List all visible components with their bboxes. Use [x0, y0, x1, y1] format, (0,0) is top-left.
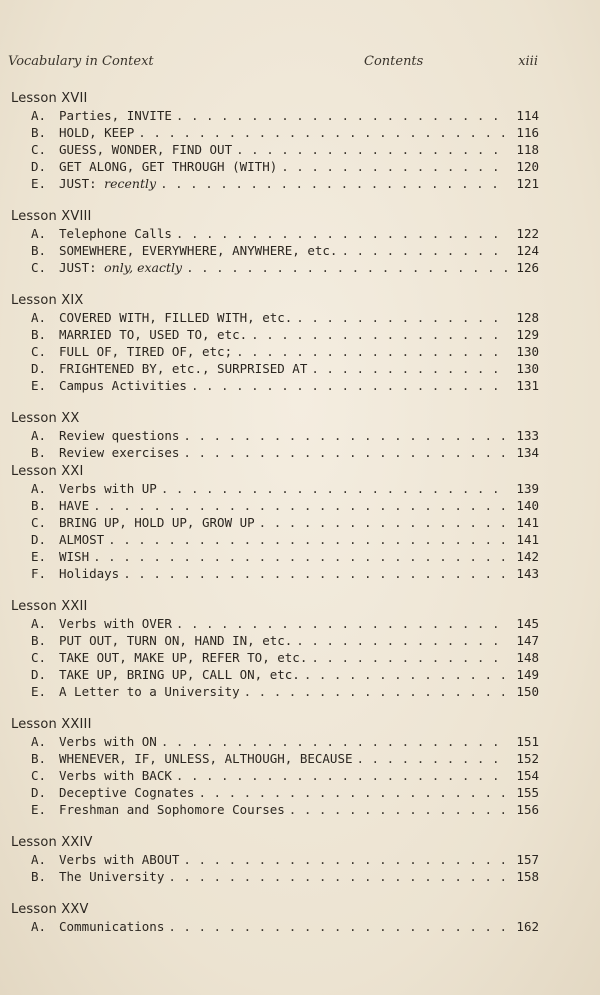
- entry-letter: B.: [31, 327, 47, 342]
- entry-text-italic: recently: [104, 176, 157, 191]
- entry-page-number: 143: [516, 566, 539, 581]
- toc-entry: [11, 444, 539, 461]
- entry-letter: B.: [31, 243, 47, 258]
- entry-text: [57, 918, 164, 935]
- entry-text: [57, 427, 179, 444]
- entry-letter: E.: [31, 684, 47, 699]
- dot-leader: [176, 767, 507, 784]
- dot-leader: [176, 225, 507, 242]
- toc-entry: [11, 615, 539, 632]
- lesson-title: Lesson XVIII: [11, 209, 92, 224]
- toc-entry: [11, 767, 539, 784]
- toc-entry: [11, 733, 539, 750]
- dot-leader: [176, 107, 507, 124]
- entry-letter: D.: [31, 361, 47, 376]
- toc-entry: [11, 514, 539, 531]
- entry-text-main: Review questions: [59, 428, 180, 443]
- entry-text-main: Verbs with ABOUT: [59, 852, 180, 867]
- entry-letter: A.: [31, 734, 47, 749]
- toc-entry: [11, 666, 539, 683]
- entry-text: [57, 868, 164, 885]
- dot-leader: [161, 480, 507, 497]
- entry-letter: A.: [31, 616, 47, 631]
- entry-text: [57, 615, 172, 632]
- entry-letter: D.: [31, 532, 47, 547]
- entry-text-main: COVERED WITH, FILLED WITH, etc.: [59, 310, 293, 325]
- entry-text-italic: only, exactly: [104, 260, 183, 275]
- entry-text-main: MARRIED TO, USED TO, etc.: [59, 327, 248, 342]
- lesson-title: Lesson XIX: [11, 293, 84, 308]
- entry-page-number: 131: [516, 378, 539, 393]
- entry-page-number: 155: [516, 785, 539, 800]
- entry-letter: E.: [31, 802, 47, 817]
- dot-leader: [138, 124, 507, 141]
- entry-text-main: Holidays: [59, 566, 120, 581]
- entry-text: [57, 124, 134, 141]
- entry-letter: D.: [31, 667, 47, 682]
- dot-leader: [296, 309, 507, 326]
- entry-letter: A.: [31, 919, 47, 934]
- entry-text-main: Campus Activities: [59, 378, 187, 393]
- entry-letter: C.: [31, 142, 47, 157]
- entry-text: [57, 565, 119, 582]
- entry-letter: B.: [31, 869, 47, 884]
- entry-text: [57, 242, 337, 259]
- lesson-title: Lesson XXIII: [11, 717, 92, 732]
- entry-text: [57, 225, 172, 242]
- entry-text: [57, 750, 353, 767]
- dot-leader: [108, 531, 507, 548]
- entry-text: [57, 480, 157, 497]
- dot-leader: [160, 175, 507, 192]
- toc-entry: [11, 427, 539, 444]
- lesson-section: [11, 834, 539, 885]
- dot-leader: [311, 649, 507, 666]
- entry-text: [57, 107, 172, 124]
- dot-leader: [259, 514, 507, 531]
- dot-leader: [289, 801, 507, 818]
- dot-leader: [123, 565, 507, 582]
- entry-page-number: 140: [516, 498, 539, 513]
- toc-entry: [11, 531, 539, 548]
- entry-text-main: PUT OUT, TURN ON, HAND IN, etc.: [59, 633, 293, 648]
- entry-letter: C.: [31, 515, 47, 530]
- entry-page-number: 158: [516, 869, 539, 884]
- entry-page-number: 128: [516, 310, 539, 325]
- entry-text-main: GUESS, WONDER, FIND OUT: [59, 142, 233, 157]
- entry-text-main: Telephone Calls: [59, 226, 172, 241]
- entry-page-number: 141: [516, 532, 539, 547]
- entry-text: [57, 309, 292, 326]
- entry-text: [57, 548, 89, 565]
- lesson-section: [11, 716, 539, 818]
- entry-page-number: 151: [516, 734, 539, 749]
- entry-letter: A.: [31, 481, 47, 496]
- toc-entry: [11, 259, 539, 276]
- toc-entry: [11, 343, 539, 360]
- dot-leader: [251, 326, 507, 343]
- entry-text: [57, 175, 156, 192]
- entry-page-number: 130: [516, 344, 539, 359]
- lesson-title: Lesson XXI: [11, 464, 84, 479]
- entry-page-number: 139: [516, 481, 539, 496]
- entry-text-main: The University: [59, 869, 165, 884]
- toc-entry: [11, 801, 539, 818]
- entry-page-number: 149: [516, 667, 539, 682]
- toc-entry: [11, 480, 539, 497]
- toc-entry: [11, 242, 539, 259]
- entry-page-number: 148: [516, 650, 539, 665]
- lesson-title: Lesson XX: [11, 411, 80, 426]
- toc-entry: [11, 360, 539, 377]
- entry-text: [57, 343, 232, 360]
- dot-leader: [183, 444, 507, 461]
- entry-page-number: 142: [516, 549, 539, 564]
- dot-leader: [198, 784, 507, 801]
- toc-entry: [11, 548, 539, 565]
- toc-entry: [11, 784, 539, 801]
- toc-entry: [11, 124, 539, 141]
- dot-leader: [341, 242, 507, 259]
- entry-letter: C.: [31, 260, 47, 275]
- lesson-title: Lesson XVII: [11, 91, 88, 106]
- dot-leader: [186, 259, 507, 276]
- entry-page-number: 130: [516, 361, 539, 376]
- entry-page-number: 133: [516, 428, 539, 443]
- entry-letter: B.: [31, 445, 47, 460]
- entry-text-main: TAKE UP, BRING UP, CALL ON, etc.: [59, 667, 300, 682]
- entry-letter: D.: [31, 159, 47, 174]
- lesson-title: Lesson XXV: [11, 902, 89, 917]
- entry-page-number: 129: [516, 327, 539, 342]
- dot-leader: [236, 343, 507, 360]
- entry-page-number: 114: [516, 108, 539, 123]
- entry-text: [57, 666, 300, 683]
- entry-text: [57, 326, 247, 343]
- entry-text: [57, 377, 187, 394]
- dot-leader: [168, 868, 507, 885]
- entry-text: [57, 259, 182, 276]
- entry-text: [57, 632, 292, 649]
- toc-entry: [11, 750, 539, 767]
- entry-letter: A.: [31, 310, 47, 325]
- dot-leader: [311, 360, 507, 377]
- dot-leader: [168, 918, 507, 935]
- entry-text-main: HAVE: [59, 498, 90, 513]
- entry-page-number: 120: [516, 159, 539, 174]
- entry-text: [57, 801, 285, 818]
- entry-letter: A.: [31, 226, 47, 241]
- dot-leader: [93, 497, 507, 514]
- toc-entry: [11, 107, 539, 124]
- entry-text-main: BRING UP, HOLD UP, GROW UP: [59, 515, 255, 530]
- lesson-section: [11, 901, 539, 935]
- entry-text: [57, 683, 240, 700]
- entry-letter: C.: [31, 768, 47, 783]
- entry-text: [57, 733, 157, 750]
- dot-leader: [183, 851, 507, 868]
- book-title: Vocabulary in Context: [8, 54, 154, 69]
- toc-entry: [11, 565, 539, 582]
- entry-page-number: 162: [516, 919, 539, 934]
- entry-letter: B.: [31, 498, 47, 513]
- entry-letter: E.: [31, 378, 47, 393]
- entry-text: [57, 851, 179, 868]
- entry-text-main: ALMOST: [59, 532, 105, 547]
- entry-text-main: Communications: [59, 919, 165, 934]
- entry-text-main: Review exercises: [59, 445, 180, 460]
- table-of-contents: [11, 90, 539, 951]
- lesson-section: [11, 208, 539, 276]
- dot-leader: [93, 548, 507, 565]
- entry-page-number: 147: [516, 633, 539, 648]
- dot-leader: [296, 632, 507, 649]
- entry-letter: E.: [31, 549, 47, 564]
- entry-letter: B.: [31, 751, 47, 766]
- section-title: Contents: [364, 54, 424, 69]
- entry-text-main: WHENEVER, IF, UNLESS, ALTHOUGH, BECAUSE: [59, 751, 353, 766]
- toc-entry: [11, 918, 539, 935]
- entry-text: [57, 360, 307, 377]
- entry-page-number: 157: [516, 852, 539, 867]
- entry-letter: D.: [31, 785, 47, 800]
- entry-text-main: JUST:: [59, 260, 105, 275]
- lesson-section: [11, 463, 539, 582]
- entry-text-main: A Letter to a University: [59, 684, 240, 699]
- toc-entry: [11, 377, 539, 394]
- entry-text: [57, 158, 277, 175]
- dot-leader: [183, 427, 507, 444]
- entry-text-main: HOLD, KEEP: [59, 125, 135, 140]
- entry-text: [57, 141, 232, 158]
- toc-entry: [11, 175, 539, 192]
- entry-text-main: Verbs with UP: [59, 481, 157, 496]
- lesson-section: [11, 90, 539, 192]
- entry-text-main: FULL OF, TIRED OF, etc;: [59, 344, 233, 359]
- entry-text-main: Verbs with BACK: [59, 768, 172, 783]
- entry-letter: B.: [31, 125, 47, 140]
- dot-leader: [161, 733, 507, 750]
- lesson-title: Lesson XXIV: [11, 835, 93, 850]
- entry-letter: A.: [31, 852, 47, 867]
- dot-leader: [357, 750, 508, 767]
- toc-entry: [11, 683, 539, 700]
- entry-page-number: 141: [516, 515, 539, 530]
- entry-page-number: 121: [516, 176, 539, 191]
- entry-page-number: 134: [516, 445, 539, 460]
- entry-letter: C.: [31, 344, 47, 359]
- toc-entry: [11, 326, 539, 343]
- running-header: [8, 54, 538, 72]
- toc-entry: [11, 497, 539, 514]
- entry-text-main: SOMEWHERE, EVERYWHERE, ANYWHERE, etc.: [59, 243, 338, 258]
- entry-text-main: Verbs with OVER: [59, 616, 172, 631]
- dot-leader: [304, 666, 507, 683]
- entry-page-number: 124: [516, 243, 539, 258]
- entry-text: [57, 784, 194, 801]
- entry-text-main: Deceptive Cognates: [59, 785, 195, 800]
- entry-page-number: 126: [516, 260, 539, 275]
- lesson-title: Lesson XXII: [11, 599, 88, 614]
- page-number: xiii: [518, 54, 538, 69]
- toc-entry: [11, 309, 539, 326]
- entry-text-main: JUST:: [59, 176, 105, 191]
- entry-letter: A.: [31, 108, 47, 123]
- entry-text-main: FRIGHTENED BY, etc., SURPRISED AT: [59, 361, 308, 376]
- dot-leader: [236, 141, 507, 158]
- entry-letter: A.: [31, 428, 47, 443]
- dot-leader: [176, 615, 507, 632]
- entry-letter: C.: [31, 650, 47, 665]
- entry-text: [57, 514, 255, 531]
- lesson-section: [11, 292, 539, 394]
- toc-entry: [11, 649, 539, 666]
- lesson-section: [11, 410, 539, 461]
- entry-text-main: Parties, INVITE: [59, 108, 172, 123]
- entry-text: [57, 497, 89, 514]
- entry-text-main: Freshman and Sophomore Courses: [59, 802, 285, 817]
- entry-page-number: 150: [516, 684, 539, 699]
- dot-leader: [244, 683, 507, 700]
- toc-entry: [11, 225, 539, 242]
- dot-leader: [191, 377, 507, 394]
- entry-text-main: GET ALONG, GET THROUGH (WITH): [59, 159, 278, 174]
- entry-page-number: 145: [516, 616, 539, 631]
- entry-page-number: 154: [516, 768, 539, 783]
- entry-page-number: 122: [516, 226, 539, 241]
- entry-text-main: WISH: [59, 549, 90, 564]
- entry-text: [57, 767, 172, 784]
- entry-page-number: 118: [516, 142, 539, 157]
- entry-page-number: 116: [516, 125, 539, 140]
- entry-text: [57, 444, 179, 461]
- toc-entry: [11, 851, 539, 868]
- entry-letter: F.: [31, 566, 47, 581]
- toc-entry: [11, 141, 539, 158]
- entry-text-main: TAKE OUT, MAKE UP, REFER TO, etc.: [59, 650, 308, 665]
- dot-leader: [281, 158, 507, 175]
- entry-letter: B.: [31, 633, 47, 648]
- entry-text-main: Verbs with ON: [59, 734, 157, 749]
- toc-entry: [11, 632, 539, 649]
- entry-text: [57, 649, 307, 666]
- toc-entry: [11, 868, 539, 885]
- entry-letter: E.: [31, 176, 47, 191]
- lesson-section: [11, 598, 539, 700]
- entry-page-number: 152: [516, 751, 539, 766]
- entry-text: [57, 531, 104, 548]
- toc-entry: [11, 158, 539, 175]
- entry-page-number: 156: [516, 802, 539, 817]
